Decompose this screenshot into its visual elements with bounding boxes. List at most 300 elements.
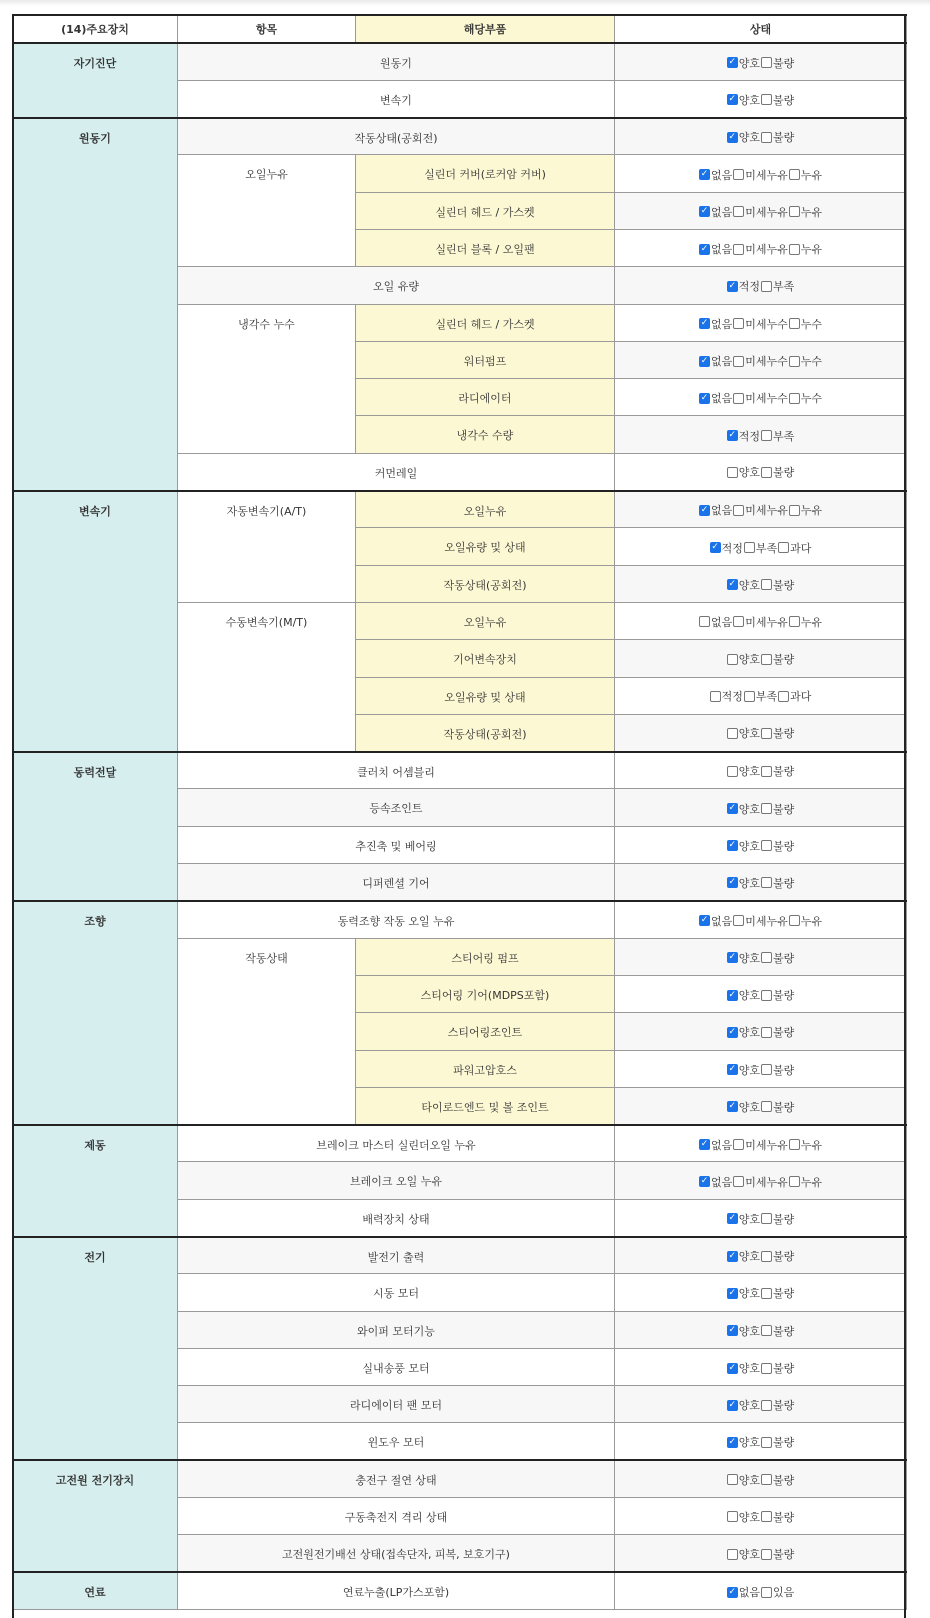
status-option[interactable] [727,651,760,667]
status-options [727,1395,795,1413]
status-option[interactable] [699,353,732,369]
status-option[interactable] [778,540,811,556]
status-checkbox[interactable] [761,467,772,478]
status-options [727,836,795,854]
status-checkbox[interactable] [761,1288,772,1299]
status-cell [615,118,907,155]
status-options [699,1172,822,1190]
status-option-label: 미세누유 [745,504,788,518]
status-checkbox[interactable] [727,803,738,814]
status-option[interactable] [699,316,732,332]
status-checkbox[interactable] [761,1064,772,1075]
status-option-label: 양호 [738,1063,760,1077]
status-option[interactable] [727,92,760,108]
status-checkbox[interactable] [733,206,744,217]
status-option-label: 과다 [790,690,812,704]
status-option[interactable] [761,55,794,71]
status-option[interactable] [727,987,760,1003]
status-option-label: 양호 [738,653,760,667]
status-checkbox[interactable] [761,1587,772,1598]
status-checkbox[interactable] [761,728,772,739]
item-cell: 커먼레일 [178,453,615,490]
status-option[interactable] [699,502,732,518]
item-cell: 등속조인트 [178,789,615,826]
status-option-label: 있음 [773,1586,795,1600]
status-option[interactable] [789,1137,822,1153]
status-checkbox[interactable] [727,1325,738,1336]
status-checkbox[interactable] [761,1400,772,1411]
status-checkbox[interactable] [761,654,772,665]
status-checkbox[interactable] [761,766,772,777]
status-option[interactable] [727,875,760,891]
status-option-label: 양호 [738,727,760,741]
part-cell: 실린더 헤드 / 가스켓 [356,304,615,341]
status-checkbox[interactable] [727,1251,738,1262]
status-option[interactable] [744,540,777,556]
status-cell [615,901,907,938]
category-cell: 동력전달 [13,752,178,901]
status-option[interactable] [727,428,760,444]
status-checkbox[interactable] [761,1511,772,1522]
status-checkbox[interactable] [789,1176,800,1187]
item-cell: 원동기 [178,43,615,80]
status-options [727,649,795,667]
status-checkbox[interactable] [699,318,710,329]
status-option-label: 없음 [710,355,733,369]
status-checkbox[interactable] [699,356,710,367]
status-checkbox[interactable] [699,206,710,217]
category-cell: 제동 [13,1125,178,1237]
status-option[interactable] [733,241,788,257]
status-checkbox[interactable] [727,430,738,441]
status-option[interactable] [789,353,822,369]
status-option[interactable] [761,1099,794,1115]
status-checkbox[interactable] [699,169,710,180]
status-option[interactable] [727,1062,760,1078]
status-checkbox[interactable] [727,1363,738,1374]
status-checkbox[interactable] [733,915,744,926]
status-checkbox[interactable] [761,1213,772,1224]
status-option[interactable] [761,1360,794,1376]
status-checkbox[interactable] [699,505,710,516]
status-option[interactable] [761,1584,794,1600]
status-option[interactable] [789,614,822,630]
status-options [727,761,795,779]
status-options [699,351,822,369]
status-checkbox[interactable] [727,728,738,739]
status-cell [615,826,907,863]
status-checkbox[interactable] [727,467,738,478]
status-option[interactable] [699,913,732,929]
status-option[interactable] [733,316,788,332]
status-checkbox[interactable] [699,1139,710,1150]
status-option[interactable] [744,688,777,704]
status-option-label: 없음 [710,205,733,219]
status-option[interactable] [727,950,760,966]
status-option[interactable] [699,167,732,183]
status-checkbox[interactable] [789,915,800,926]
status-option[interactable] [761,801,794,817]
status-option[interactable] [733,204,788,220]
status-option-label: 불량 [773,1473,795,1487]
status-options [727,90,795,108]
status-option[interactable] [733,502,788,518]
status-option-label: 양호 [738,1399,760,1413]
status-option[interactable] [699,1174,732,1190]
status-option-label: 누유 [800,1138,823,1152]
status-checkbox[interactable] [710,691,721,702]
status-checkbox[interactable] [727,1027,738,1038]
table-row [13,1125,907,1162]
status-option-label: 적정 [721,541,743,555]
status-checkbox[interactable] [727,1511,738,1522]
status-option-label: 양호 [738,131,760,145]
status-options [699,165,822,183]
status-option[interactable] [733,913,788,929]
status-cell [615,975,907,1012]
status-checkbox[interactable] [727,57,738,68]
item-cell: 라디에이터 팬 모터 [178,1386,615,1423]
status-options [699,612,822,630]
status-option[interactable] [789,502,822,518]
status-option[interactable] [761,838,794,854]
status-option[interactable] [733,167,788,183]
status-checkbox[interactable] [761,1474,772,1485]
status-option[interactable] [727,763,760,779]
status-checkbox[interactable] [727,579,738,590]
status-checkbox[interactable] [727,1400,738,1411]
status-checkbox[interactable] [789,356,800,367]
item-cell: 디퍼렌셜 기어 [178,864,615,901]
status-checkbox[interactable] [727,132,738,143]
status-checkbox[interactable] [761,132,772,143]
status-option[interactable] [699,1137,732,1153]
status-options [727,948,795,966]
status-option[interactable] [727,1472,760,1488]
status-checkbox[interactable] [789,1139,800,1150]
status-options [727,723,795,741]
status-checkbox[interactable] [727,840,738,851]
status-option[interactable] [727,464,760,480]
status-checkbox[interactable] [789,393,800,404]
status-cell [615,1162,907,1199]
item-cell: 와이퍼 모터기능 [178,1311,615,1348]
status-checkbox[interactable] [733,1139,744,1150]
status-option[interactable] [699,241,732,257]
status-option[interactable] [761,875,794,891]
item-group-cell: 자동변속기(A/T) [178,491,356,603]
status-option[interactable] [761,1434,794,1450]
status-checkbox[interactable] [733,244,744,255]
status-option-label: 미세누유 [745,205,788,219]
status-option[interactable] [761,428,794,444]
status-option-label: 양호 [738,839,760,853]
status-option-label: 부족 [773,280,795,294]
status-options [727,1507,795,1525]
status-cell [615,192,907,229]
status-cell [615,1050,907,1087]
status-option[interactable] [761,763,794,779]
status-checkbox[interactable] [761,877,772,888]
status-option-label: 불량 [773,802,795,816]
part-cell: 스티어링 펌프 [356,938,615,975]
status-checkbox[interactable] [744,691,755,702]
status-option[interactable] [789,390,822,406]
status-checkbox[interactable] [761,840,772,851]
status-checkbox[interactable] [699,244,710,255]
status-option-label: 누수 [800,355,823,369]
status-checkbox[interactable] [778,542,789,553]
status-checkbox[interactable] [778,691,789,702]
status-option[interactable] [727,1584,760,1600]
status-option[interactable] [761,464,794,480]
status-checkbox[interactable] [727,654,738,665]
status-checkbox[interactable] [733,393,744,404]
category-cell: 연료 [13,1572,178,1609]
status-option[interactable] [761,1062,794,1078]
part-header: 해당부품 [356,15,615,43]
status-option-label: 누유 [800,243,823,257]
status-option-label: 불량 [773,1250,795,1264]
item-cell: 충전구 절연 상태 [178,1460,615,1497]
status-checkbox[interactable] [761,1027,772,1038]
status-option[interactable] [727,55,760,71]
status-option[interactable] [727,577,760,593]
part-cell: 냉각수 수량 [356,416,615,453]
status-checkbox[interactable] [727,1587,738,1598]
status-checkbox[interactable] [727,1288,738,1299]
status-checkbox[interactable] [789,318,800,329]
status-option[interactable] [761,1472,794,1488]
status-options [727,426,795,444]
category-cell: 조향 [13,901,178,1125]
status-cell [615,938,907,975]
status-checkbox[interactable] [727,1437,738,1448]
status-checkbox[interactable] [733,318,744,329]
status-option-label: 양호 [738,56,760,70]
status-checkbox[interactable] [727,94,738,105]
section-header: (14)주요장치 [13,15,178,43]
status-option[interactable] [761,1323,794,1339]
status-option[interactable] [761,1024,794,1040]
status-option[interactable] [727,1434,760,1450]
status-cell [615,1199,907,1236]
status-cell [615,1498,907,1535]
status-checkbox[interactable] [727,1213,738,1224]
status-checkbox[interactable] [761,952,772,963]
status-option[interactable] [727,725,760,741]
status-option-label: 양호 [738,1362,760,1376]
status-checkbox[interactable] [761,430,772,441]
status-option-label: 양호 [738,1287,760,1301]
status-checkbox[interactable] [761,1437,772,1448]
status-checkbox[interactable] [699,616,710,627]
status-checkbox[interactable] [761,1101,772,1112]
status-option-label: 없음 [738,1586,760,1600]
status-option[interactable] [778,688,811,704]
status-option[interactable] [761,1285,794,1301]
table-header [13,15,907,43]
status-checkbox[interactable] [761,1251,772,1262]
status-checkbox[interactable] [727,281,738,292]
status-option-label: 미세누수 [745,392,788,406]
status-checkbox[interactable] [699,393,710,404]
status-checkbox[interactable] [733,505,744,516]
status-checkbox[interactable] [727,1101,738,1112]
status-cell [615,1013,907,1050]
status-checkbox[interactable] [789,206,800,217]
status-option[interactable] [761,1248,794,1264]
status-checkbox[interactable] [761,94,772,105]
status-option[interactable] [761,92,794,108]
status-option-label: 누유 [800,1175,823,1189]
status-checkbox[interactable] [727,877,738,888]
status-option[interactable] [761,278,794,294]
status-options [727,127,795,145]
status-option[interactable] [789,204,822,220]
status-option[interactable] [733,1174,788,1190]
status-options [727,1432,795,1450]
status-option-label: 양호 [738,1250,760,1264]
status-option[interactable] [761,987,794,1003]
status-options [727,1097,795,1115]
status-checkbox[interactable] [789,244,800,255]
status-option[interactable] [761,1546,794,1562]
part-cell: 워터펌프 [356,341,615,378]
status-cell [615,43,907,80]
item-cell: 배력장치 상태 [178,1199,615,1236]
status-option[interactable] [727,278,760,294]
status-option[interactable] [727,1397,760,1413]
table-row [13,1572,907,1609]
status-checkbox[interactable] [710,542,721,553]
status-option-label: 양호 [738,93,760,107]
status-checkbox[interactable] [733,616,744,627]
status-option[interactable] [761,725,794,741]
status-option-label: 불량 [773,1212,795,1226]
item-cell: 시동 모터 [178,1274,615,1311]
status-option[interactable] [761,651,794,667]
status-option[interactable] [727,129,760,145]
status-checkbox[interactable] [733,356,744,367]
status-option-label: 양호 [738,1548,760,1562]
status-option-label: 누수 [800,392,823,406]
status-checkbox[interactable] [727,952,738,963]
status-option-label: 불량 [773,1399,795,1413]
status-option[interactable] [761,1211,794,1227]
item-cell: 연료누출(LP가스포함) [178,1572,615,1609]
inspection-table [12,14,907,1610]
status-option[interactable] [761,1397,794,1413]
status-option[interactable] [761,129,794,145]
item-cell: 작동상태(공회전) [178,118,615,155]
status-option-label: 불량 [773,1362,795,1376]
status-option[interactable] [727,801,760,817]
status-option[interactable] [727,1285,760,1301]
status-option[interactable] [727,1024,760,1040]
status-option[interactable] [733,390,788,406]
status-option[interactable] [727,1099,760,1115]
status-checkbox[interactable] [789,505,800,516]
status-option[interactable] [699,204,732,220]
status-checkbox[interactable] [789,169,800,180]
status-option[interactable] [761,950,794,966]
status-option[interactable] [761,1509,794,1525]
status-checkbox[interactable] [761,579,772,590]
status-option[interactable] [699,390,732,406]
status-checkbox[interactable] [699,915,710,926]
status-option[interactable] [727,838,760,854]
status-option-label: 없음 [710,1175,733,1189]
status-option[interactable] [789,241,822,257]
status-option-label: 없음 [710,914,733,928]
status-checkbox[interactable] [727,1064,738,1075]
status-option[interactable] [699,614,732,630]
status-options [727,1358,795,1376]
table-row [13,901,907,938]
item-cell: 윈도우 모터 [178,1423,615,1460]
status-option[interactable] [733,1137,788,1153]
status-checkbox[interactable] [727,990,738,1001]
status-checkbox[interactable] [761,1549,772,1560]
status-option[interactable] [789,316,822,332]
status-checkbox[interactable] [761,281,772,292]
status-option[interactable] [789,913,822,929]
status-cell [615,1348,907,1385]
status-option[interactable] [789,1174,822,1190]
status-cell [615,155,907,192]
status-option[interactable] [727,1546,760,1562]
status-option[interactable] [727,1323,760,1339]
status-checkbox[interactable] [761,57,772,68]
status-cell [615,602,907,639]
status-option[interactable] [727,1248,760,1264]
status-checkbox[interactable] [744,542,755,553]
status-options [699,202,822,220]
status-option[interactable] [789,167,822,183]
status-option-label: 양호 [738,765,760,779]
status-checkbox[interactable] [761,803,772,814]
status-option-label: 양호 [738,951,760,965]
status-option[interactable] [710,540,743,556]
status-option[interactable] [733,353,788,369]
status-checkbox[interactable] [727,766,738,777]
status-checkbox[interactable] [699,1176,710,1187]
part-cell: 실린더 블록 / 오일팬 [356,229,615,266]
status-options [727,1544,795,1562]
status-checkbox[interactable] [761,1363,772,1374]
status-checkbox[interactable] [761,990,772,1001]
status-option-label: 부족 [773,429,795,443]
status-checkbox[interactable] [789,616,800,627]
status-option[interactable] [727,1509,760,1525]
status-option-label: 없음 [710,392,733,406]
status-checkbox[interactable] [733,169,744,180]
status-checkbox[interactable] [727,1474,738,1485]
status-option[interactable] [733,614,788,630]
status-cell [615,1237,907,1274]
status-option[interactable] [727,1360,760,1376]
status-option[interactable] [710,688,743,704]
status-option[interactable] [761,577,794,593]
status-checkbox[interactable] [761,1325,772,1336]
status-options [727,276,795,294]
status-option[interactable] [727,1211,760,1227]
status-option-label: 미세누유 [745,1175,788,1189]
status-option-label: 불량 [773,1063,795,1077]
status-checkbox[interactable] [733,1176,744,1187]
status-checkbox[interactable] [727,1549,738,1560]
